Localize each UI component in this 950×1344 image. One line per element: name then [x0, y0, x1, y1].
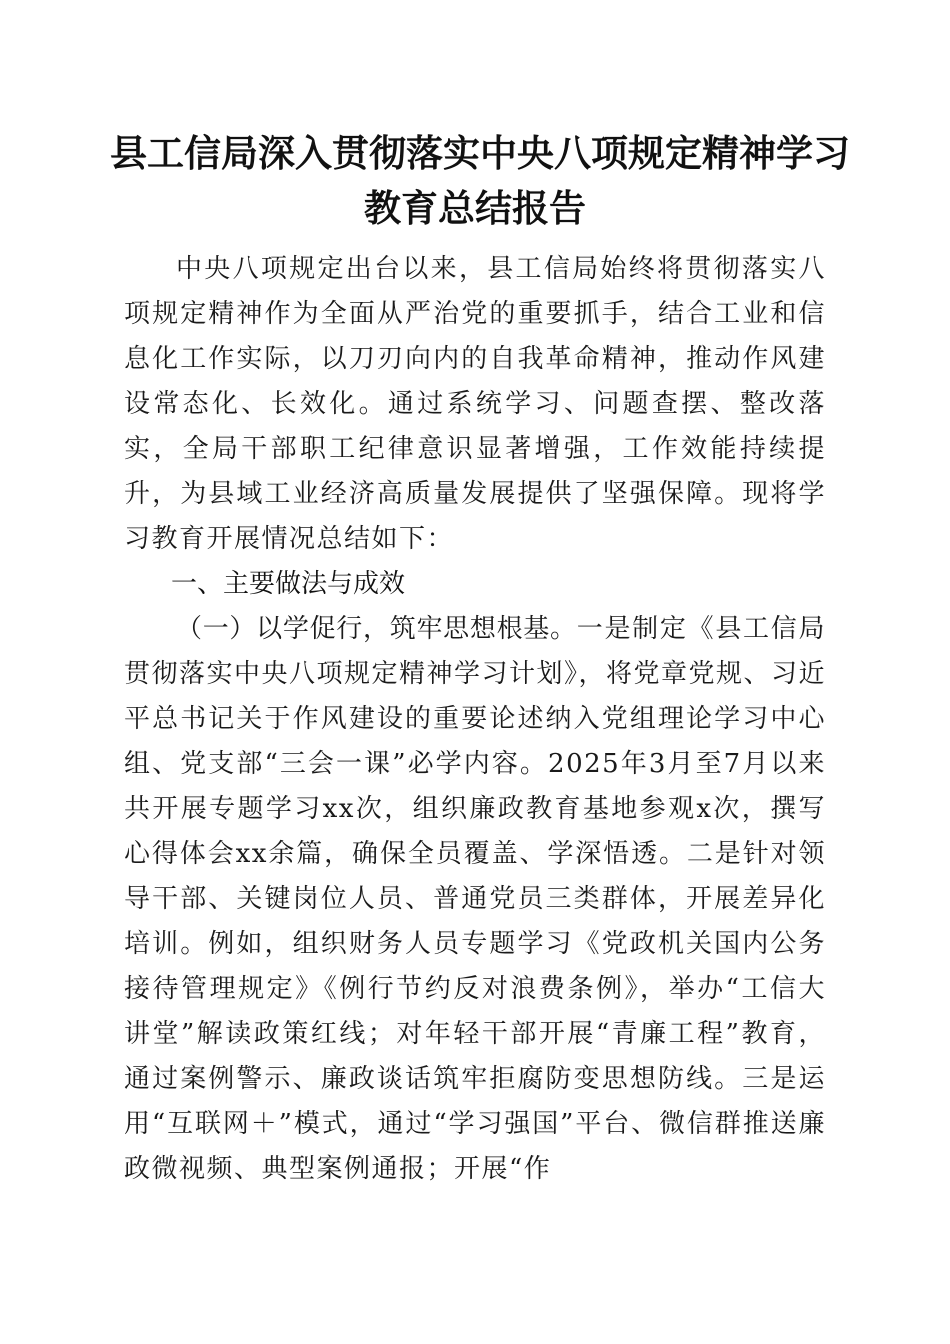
document-body — [124, 247, 826, 1192]
subsection-1-lead: （一）以学促行，筑牢思想根基。 — [176, 614, 577, 644]
title-line-1: 县工信局深入贯彻落实中央八项规定精神学习 — [110, 131, 850, 175]
subsection-1-body: 一是制定《县工信局贯彻落实中央八项规定精神学习计划》，将党章党规、习近平总书记关于作风建设的重要论述纳入党组理论学习中心组、党支部“三会一课”必学内容。2025年3月至7月以来共开展专题学习xx次，组织廉政教育基地参观x次，撰写心得体会xx余篇，确保全员覆盖、学深悟透。二是针对领导干部、关键岗位人员、普通党员三类群体，开展差异化培训。例如，组织财务人员专题学习《党政机关国内公务接待管理规定》《例行节约反对浪费条例》，举办“工信大讲堂”解读政策红线；对年轻干部开展“青廉工程”教育，通过案例警示、廉政谈话筑牢拒腐防变思想防线。三是运用“互联网＋”模式，通过“学习强国”平台、微信群推送廉政微视频、典型案例通报；开展“作 — [124, 614, 827, 1184]
title-line-2: 教育总结报告 — [364, 186, 586, 230]
intro-paragraph: 中央八项规定出台以来，县工信局始终将贯彻落实八项规定精神作为全面从严治党的重要抓手，结合工业和信息化工作实际，以刀刃向内的自我革命精神，推动作风建设常态化、长效化。通过系统学习、问题查摆、整改落实，全局干部职工纪律意识显著增强，工作效能持续提升，为县域工业经济高质量发展提供了坚强保障。现将学习教育开展情况总结如下： — [124, 254, 826, 554]
subsection-1-paragraph — [124, 607, 826, 1192]
document-title — [110, 126, 850, 236]
section-heading-1: 一、主要做法与成效 — [171, 569, 406, 599]
